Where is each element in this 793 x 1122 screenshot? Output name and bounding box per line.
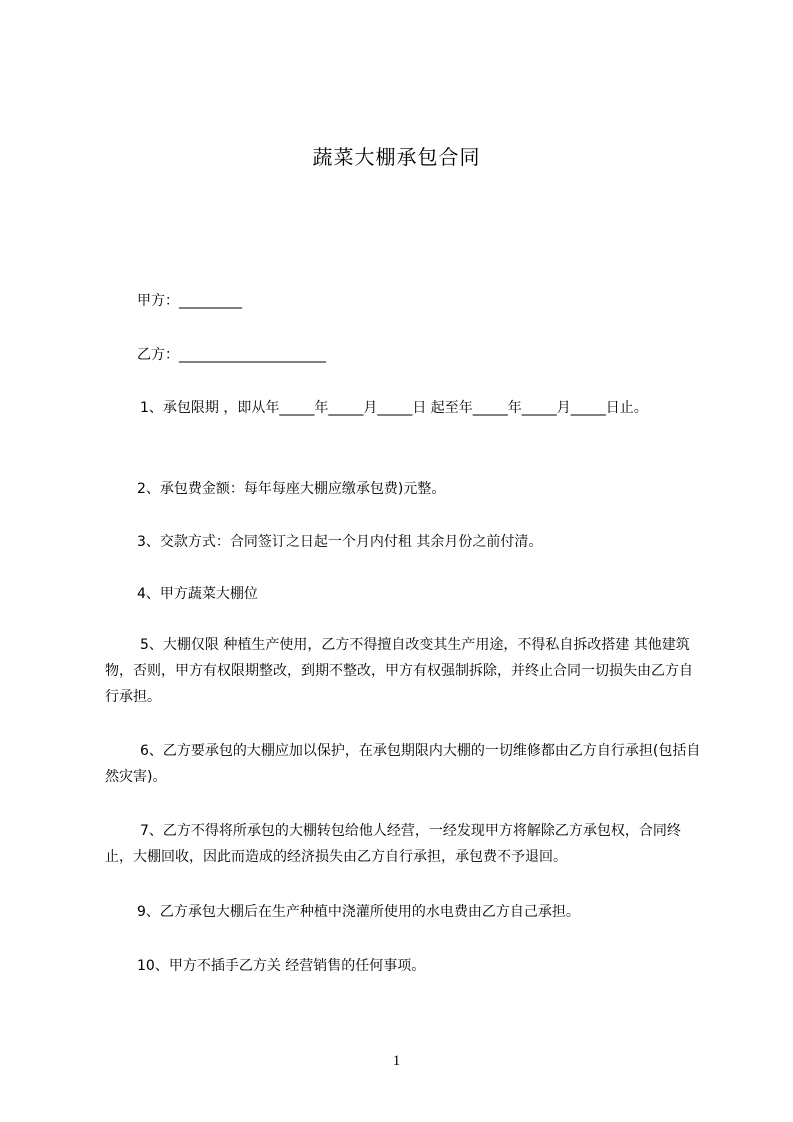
clause-1: 1、承包限期 ，即从年_____年_____月_____日 起至年_____年_____月_____日止。 bbox=[140, 400, 648, 416]
clause-10: 10、甲方不插手乙方关 经营销售的任何事项。 bbox=[137, 958, 426, 974]
party-b-line: 乙方：_____________________ bbox=[137, 347, 326, 363]
page-number: 1 bbox=[392, 1053, 401, 1069]
clause-7: 7、乙方不得将所承包的大棚转包给他人经营，一经发现甲方将解除乙方承包权，合同终止，大棚回收，因此而造成的经济损失由乙方自行承担，承包费不予退回。 bbox=[105, 823, 681, 865]
clause-6: 6、乙方要承包的大棚应加以保护，在承包期限内大棚的一切维修都由乙方自行承担(包括自然灾害)。 bbox=[105, 743, 701, 785]
clause-9: 9、乙方承包大棚后在生产种植中浇灌所使用的水电费由乙方自己承担。 bbox=[137, 904, 580, 920]
party-a-line: 甲方：_________ bbox=[137, 293, 242, 309]
clause-4: 4、甲方蔬菜大棚位 bbox=[137, 586, 258, 602]
document-title: 蔬菜大棚承包合同 bbox=[312, 145, 481, 169]
clause-2: 2、承包费金额：每年每座大棚应缴承包费)元整。 bbox=[137, 481, 446, 497]
clause-3: 3、交款方式：合同签订之日起一个月内付租 其余月份之前付清。 bbox=[137, 534, 543, 550]
clause-5: 5、大棚仅限 种植生产使用，乙方不得擅自改变其生产用途，不得私自拆改搭建 其他建筑物，否则，甲方有权限期整改，到期不整改，甲方有权强制拆除，并终止合同一切损失由乙方自行承担。 bbox=[105, 637, 693, 705]
